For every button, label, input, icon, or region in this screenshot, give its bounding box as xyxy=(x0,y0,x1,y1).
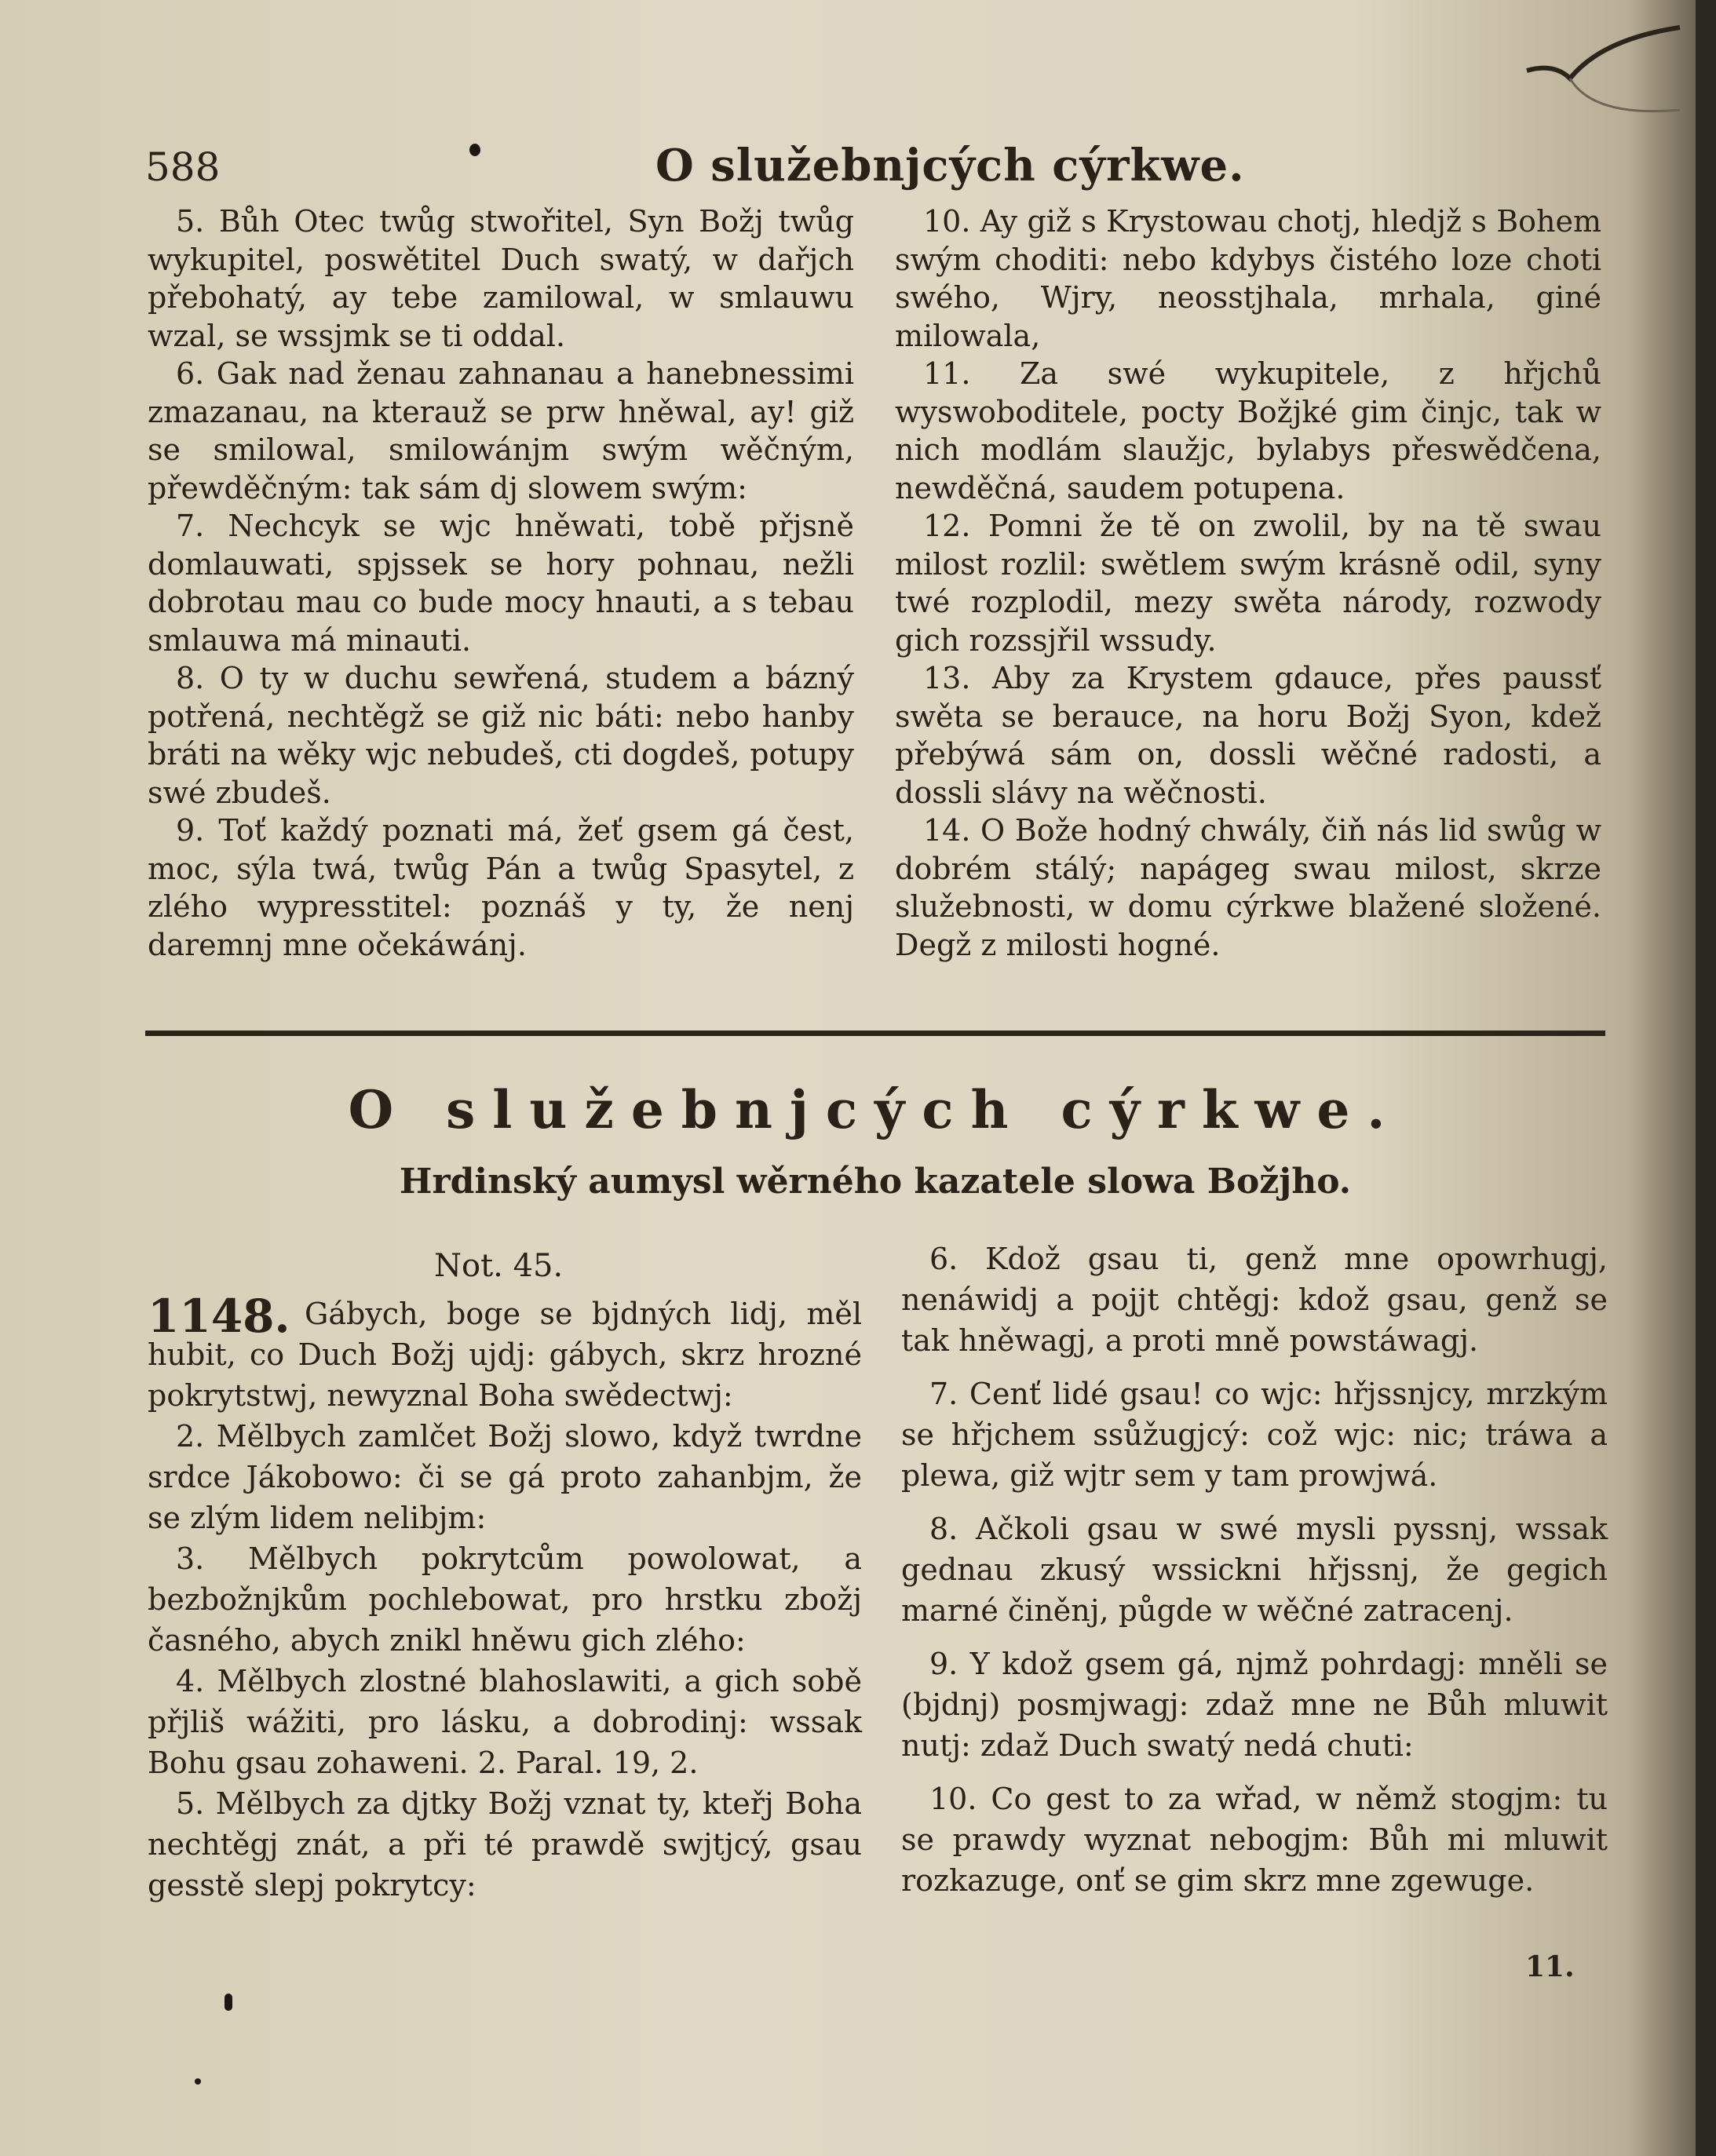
hymn-stanza-9: 9. Y kdož gsem gá, njmž pohrdagj: mněli se (bjdnj) posmjwagj: zdaž mne ne Bůh mluwit nutj: zdaž Duch swatý nedá chuti: xyxy=(901,1647,1608,1763)
ink-dot xyxy=(469,144,480,156)
hymn-stanza-8: 8. Ačkoli gsau w swé mysli pyssnj, wssak gednau zkusý wssickni hřjssnj, že gegich marné činěnj, půgde w wěčné zatracenj. xyxy=(901,1512,1608,1628)
hymn-stanza-10: 10. Co gest to za wřad, w němž stogjm: tu se prawdy wyznat nebogjm: Bůh mi mluwit rozkazuge, onť se gim skrz mne zgewuge. xyxy=(901,1782,1608,1898)
tune-note: Not. 45. xyxy=(434,1248,564,1284)
top-right-column xyxy=(895,202,1601,964)
section-subtitle: Hrdinský aumysl wěrného kazatele slowa Božjho. xyxy=(399,1162,1352,1202)
hymn-number: 1148. xyxy=(148,1290,290,1343)
catchword: 11. xyxy=(1525,1950,1575,1983)
stanza-11: 11. Za swé wykupitele, z hřjchů wyswoboditele, pocty Božjké gim činjc, tak w nich modlám slaužjc, bylabys přeswědčena, newděčná, saudem potupena. xyxy=(895,356,1601,505)
ink-smudge xyxy=(225,1994,232,2011)
bottom-left-column xyxy=(148,1293,862,1906)
stanza-12: 12. Pomni že tě on zwolil, by na tě swau milost rozlil: swětlem swým krásně odil, syny twé rozplodil, mezy swěta národy, rozwody gich rozssjřil wssudy. xyxy=(895,509,1601,658)
stanza-14: 14. O Bože hodný chwály, čiň nás lid swůg w dobrém stálý; napágeg swau milost, skrze služebnosti, w domu cýrkwe blažené složené. Degž z milosti hogné. xyxy=(895,813,1601,962)
running-head: O služebnjcých cýrkwe. xyxy=(655,140,1245,192)
hymn-stanza-2: 2. Mělbych zamlčet Božj slowo, když twrdne srdce Jákobowo: či se gá proto zahanbjm, že se zlým lidem nelibjm: xyxy=(148,1419,862,1535)
bottom-right-column xyxy=(901,1239,1608,1913)
stanza-9: 9. Toť každý poznati má, žeť gsem gá čest, moc, sýla twá, twůg Pán a twůg Spasytel, z zlého wypresstitel: poznáš y ty, že nenj daremnj mne očekáwánj. xyxy=(148,813,854,962)
stanza-13: 13. Aby za Krystem gdauce, přes paussť swěta se berauce, na horu Božj Syon, kdež přebýwá sám on, dossli wěčné radosti, a dossli slávy na wěčnosti. xyxy=(895,661,1601,810)
top-left-column xyxy=(148,202,854,964)
hymn-stanza-3: 3. Mělbych pokrytcům powolowat, a bezbožnjkům pochlebowat, pro hrstku zbožj časného, abych znikl hněwu gich zlého: xyxy=(148,1541,862,1658)
stanza-6: 6. Gak nad ženau zahnanau a hanebnessimi zmazanau, na kterauž se prw hněwal, ay! giž se smilowal, smilowánjm swým wěčným, přewděčným: tak sám dj slowem swým: xyxy=(148,356,854,505)
stanza-8: 8. O ty w duchu sewřená, studem a bázný potřená, nechtěgž se giž nic báti: nebo hanby bráti na wěky wjc nebudeš, cti dogdeš, potupy swé zbudeš. xyxy=(148,661,854,810)
hymn-stanza-5: 5. Mělbych za djtky Božj vznat ty, kteřj Boha nechtěgj znát, a při té prawdě swjtjcý, gsau gesstě slepj pokrytcy: xyxy=(148,1786,862,1902)
stanza-7: 7. Nechcyk se wjc hněwati, tobě přjsně domlauwati, spjssek se hory pohnau, nežli dobrotau mau co bude mocy hnauti, a s tebau smlauwa má minauti. xyxy=(148,509,854,658)
section-title: O služebnjcých cýrkwe. xyxy=(348,1079,1403,1140)
hymn-stanza-7: 7. Cenť lidé gsau! co wjc: hřjssnjcy, mrzkým se hřjchem ssůžugjcý: což wjc: nic; tráwa a plewa, giž wjtr sem y tam prowjwá. xyxy=(901,1377,1608,1493)
page-number: 588 xyxy=(145,144,221,190)
hymn-stanza-4: 4. Mělbych zlostné blahoslawiti, a gich sobě přjliš wážiti, pro lásku, a dobrodinj: wssak Bohu gsau zohaweni. 2. Paral. 19, 2. xyxy=(148,1664,862,1780)
hymn-stanza-1: Gábych, boge se bjdných lidj, měl hubit, co Duch Božj ujdj: gábych, skrz hrozné pokrytstwj, newyznal Boha swědectwj: xyxy=(148,1297,862,1413)
ink-dot-bottom xyxy=(195,2078,201,2085)
stanza-10: 10. Ay giž s Krystowau chotj, hledjž s Bohem swým choditi: nebo kdybys čistého loze choti swého, Wjry, neosstjhala, mrhala, giné milowala, xyxy=(895,204,1601,353)
page-header xyxy=(145,140,1605,202)
hymn-stanza-6: 6. Kdož gsau ti, genž mne opowrhugj, nenáwidj a pojjt chtěgj: kdož gsau, genž se tak hněwagj, a proti mně powstáwagj. xyxy=(901,1242,1608,1358)
corner-ink-stroke xyxy=(1523,24,1696,133)
page-edge xyxy=(1696,0,1716,2156)
section-divider-rule xyxy=(145,1031,1605,1036)
stanza-5: 5. Bůh Otec twůg stwořitel, Syn Božj twůg wykupitel, poswětitel Duch swatý, w dařjch přebohatý, ay tebe zamilowal, w smlauwu wzal, se wssjmk se ti oddal. xyxy=(148,204,854,353)
